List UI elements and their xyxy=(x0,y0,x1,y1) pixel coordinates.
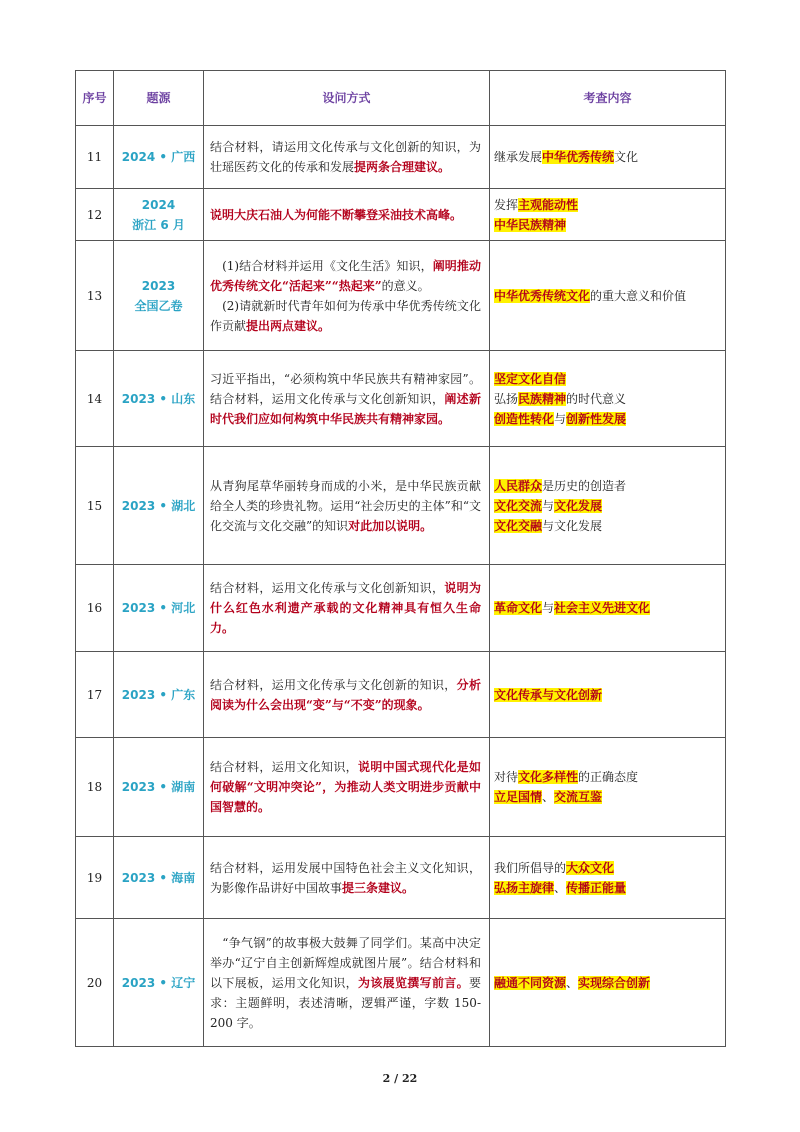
row-number: 14 xyxy=(76,351,114,447)
row-content xyxy=(490,126,726,189)
text-run: (2)请就新时代青年如何为传承中华优秀传统文化作贡献 xyxy=(210,298,481,333)
content-line xyxy=(494,147,721,167)
row-question xyxy=(204,565,490,652)
row-question xyxy=(204,837,490,919)
highlight-text: 中华民族精神 xyxy=(494,217,567,232)
content-line xyxy=(494,787,721,807)
text-run: 结合材料，运用文化知识， xyxy=(210,760,358,774)
row-number: 15 xyxy=(76,447,114,565)
table-row xyxy=(76,738,726,837)
text-run: 的正确态度 xyxy=(578,770,639,784)
highlight-text: 革命文化 xyxy=(494,601,543,615)
text-run: 与文化发展 xyxy=(542,518,603,533)
text-run: 文化 xyxy=(614,150,639,164)
question-table xyxy=(75,70,726,1047)
highlight-text: 创新性发展 xyxy=(566,411,627,426)
row-number: 16 xyxy=(76,565,114,652)
highlight-text: 文化交融 xyxy=(494,518,543,533)
emphasis-text: 为该展览撰写前言。 xyxy=(357,975,469,990)
highlight-text: 文化交流 xyxy=(494,498,543,513)
text-run: 要求：主题鲜明，表述清晰，逻辑严谨，字数 150-200 字。 xyxy=(210,975,481,1030)
text-run: 弘扬 xyxy=(494,391,519,406)
text-run: 与 xyxy=(554,411,567,426)
highlight-text: 主观能动性 xyxy=(518,197,579,212)
content-line xyxy=(494,516,721,536)
text-run: 对待 xyxy=(494,770,519,784)
row-question xyxy=(204,919,490,1047)
text-run: 发挥 xyxy=(494,197,519,212)
text-run: 结合材料，请运用文化传承与文化创新的知识，为壮瑶医药文化的传承和发展 xyxy=(210,140,481,174)
row-number: 11 xyxy=(76,126,114,189)
row-source: 2023 • 湖南 xyxy=(114,738,204,837)
highlight-text: 中华优秀传统 xyxy=(542,150,615,164)
table-row xyxy=(76,447,726,565)
highlight-text: 大众文化 xyxy=(566,860,615,875)
header-source: 题源 xyxy=(114,71,204,126)
table-row xyxy=(76,189,726,241)
text-run: 习近平指出，“必须构筑中华民族共有精神家园”。结合材料，运用文化传承与文化创新知识， xyxy=(210,371,481,406)
header-content: 考查内容 xyxy=(490,71,726,126)
highlight-text: 坚定文化自信 xyxy=(494,371,567,386)
row-number: 19 xyxy=(76,837,114,919)
row-content xyxy=(490,351,726,447)
highlight-text: 交流互鉴 xyxy=(554,790,603,804)
text-run: 继承发展 xyxy=(494,150,543,164)
emphasis-text: 阐述新时代我们应如何构筑中华民族共有精神家园。 xyxy=(210,391,481,426)
row-question xyxy=(204,447,490,565)
row-source: 2023 • 辽宁 xyxy=(114,919,204,1047)
table-row xyxy=(76,126,726,189)
header-no: 序号 xyxy=(76,71,114,126)
row-number: 20 xyxy=(76,919,114,1047)
content-line xyxy=(494,685,721,705)
content-line xyxy=(494,369,721,389)
header-question: 设问方式 xyxy=(204,71,490,126)
highlight-text: 人民群众 xyxy=(494,478,543,493)
emphasis-text: 阐明推动优秀传统文化“活起来”“热起来” xyxy=(210,258,481,293)
content-line xyxy=(494,286,721,306)
highlight-text: 文化发展 xyxy=(554,498,603,513)
highlight-text: 传播正能量 xyxy=(566,880,627,895)
emphasis-text: 提两条合理建议。 xyxy=(354,160,451,174)
emphasis-text: 提三条建议。 xyxy=(342,880,415,895)
text-run: (1)结合材料并运用《文化生活》知识， xyxy=(210,258,433,273)
table-row xyxy=(76,351,726,447)
content-line xyxy=(494,496,721,516)
table-row xyxy=(76,919,726,1047)
highlight-text: 创造性转化 xyxy=(494,411,555,426)
content-line xyxy=(494,858,721,878)
row-source: 2024 • 广西 xyxy=(114,126,204,189)
row-source: 2024 浙江 6 月 xyxy=(114,189,204,241)
row-number: 17 xyxy=(76,652,114,738)
highlight-text: 立足国情 xyxy=(494,790,543,804)
content-line xyxy=(494,767,721,787)
table-row xyxy=(76,565,726,652)
emphasis-text: 说明为什么红色水利遗产承载的文化精神具有恒久生命力。 xyxy=(210,581,481,635)
text-run: 的重大意义和价值 xyxy=(590,288,687,303)
text-run: 、 xyxy=(566,975,579,990)
highlight-text: 民族精神 xyxy=(518,391,567,406)
row-content xyxy=(490,565,726,652)
row-question xyxy=(204,738,490,837)
text-run: 结合材料，运用文化传承与文化创新知识， xyxy=(210,581,445,595)
highlight-text: 实现综合创新 xyxy=(578,975,651,990)
text-run: 从青狗尾草华丽转身而成的小米，是中华民族贡献给全人类的珍贵礼物。运用“社会历史的主体”和“文化交流与文化交融”的知识 xyxy=(210,478,481,533)
content-line xyxy=(494,476,721,496)
table-row xyxy=(76,241,726,351)
text-run: 的意义。 xyxy=(381,278,430,293)
content-line xyxy=(494,215,721,235)
row-content xyxy=(490,652,726,738)
content-line xyxy=(494,878,721,898)
text-run: 我们所倡导的 xyxy=(494,860,567,875)
row-question xyxy=(204,652,490,738)
row-source: 2023 全国乙卷 xyxy=(114,241,204,351)
row-content xyxy=(490,241,726,351)
page-number: 2 / 22 xyxy=(382,1072,418,1085)
row-source: 2023 • 河北 xyxy=(114,565,204,652)
emphasis-text: 说明大庆石油人为何能不断攀登采油技术高峰。 xyxy=(210,207,463,222)
text-run: 与 xyxy=(542,498,555,513)
table-header-row xyxy=(76,71,726,126)
row-source: 2023 • 湖北 xyxy=(114,447,204,565)
emphasis-text: 提出两点建议。 xyxy=(246,318,331,333)
row-content xyxy=(490,738,726,837)
table-row xyxy=(76,652,726,738)
highlight-text: 文化传承与文化创新 xyxy=(494,687,603,702)
text-run: 与 xyxy=(542,601,555,615)
row-source: 2023 • 海南 xyxy=(114,837,204,919)
table-body xyxy=(76,126,726,1047)
content-line xyxy=(494,195,721,215)
emphasis-text: 对此加以说明。 xyxy=(348,518,433,533)
row-question xyxy=(204,126,490,189)
highlight-text: 社会主义先进文化 xyxy=(554,601,651,615)
content-line xyxy=(494,389,721,409)
row-content xyxy=(490,447,726,565)
emphasis-text: 说明中国式现代化是如何破解“文明冲突论”，为推动人类文明进步贡献中国智慧的。 xyxy=(210,760,481,814)
text-run: 结合材料，运用文化传承与文化创新的知识， xyxy=(210,677,457,692)
table-row xyxy=(76,837,726,919)
highlight-text: 文化多样性 xyxy=(518,770,579,784)
content-line xyxy=(494,973,721,993)
emphasis-text: 分析阅读为什么会出现“变”与“不变”的现象。 xyxy=(210,677,481,712)
row-question xyxy=(204,189,490,241)
row-content xyxy=(490,837,726,919)
row-source: 2023 • 广东 xyxy=(114,652,204,738)
highlight-text: 融通不同资源 xyxy=(494,975,567,990)
text-run: “争气钢”的故事极大鼓舞了同学们。某高中决定举办“辽宁自主创新辉煌成就图片展”。结合材料和以下展板，运用文化知识， xyxy=(210,935,481,990)
highlight-text: 弘扬主旋律 xyxy=(494,880,555,895)
text-run: 、 xyxy=(554,880,567,895)
text-run: 结合材料，运用发展中国特色社会主义文化知识，为影像作品讲好中国故事 xyxy=(210,860,481,895)
row-question xyxy=(204,351,490,447)
row-number: 12 xyxy=(76,189,114,241)
content-line xyxy=(494,598,721,618)
row-content xyxy=(490,919,726,1047)
highlight-text: 中华优秀传统文化 xyxy=(494,288,591,303)
text-run: 是历史的创造者 xyxy=(542,478,627,493)
row-content xyxy=(490,189,726,241)
row-source: 2023 • 山东 xyxy=(114,351,204,447)
text-run: 的时代意义 xyxy=(566,391,627,406)
content-line xyxy=(494,409,721,429)
row-number: 13 xyxy=(76,241,114,351)
row-number: 18 xyxy=(76,738,114,837)
text-run: 、 xyxy=(542,790,555,804)
row-question xyxy=(204,241,490,351)
